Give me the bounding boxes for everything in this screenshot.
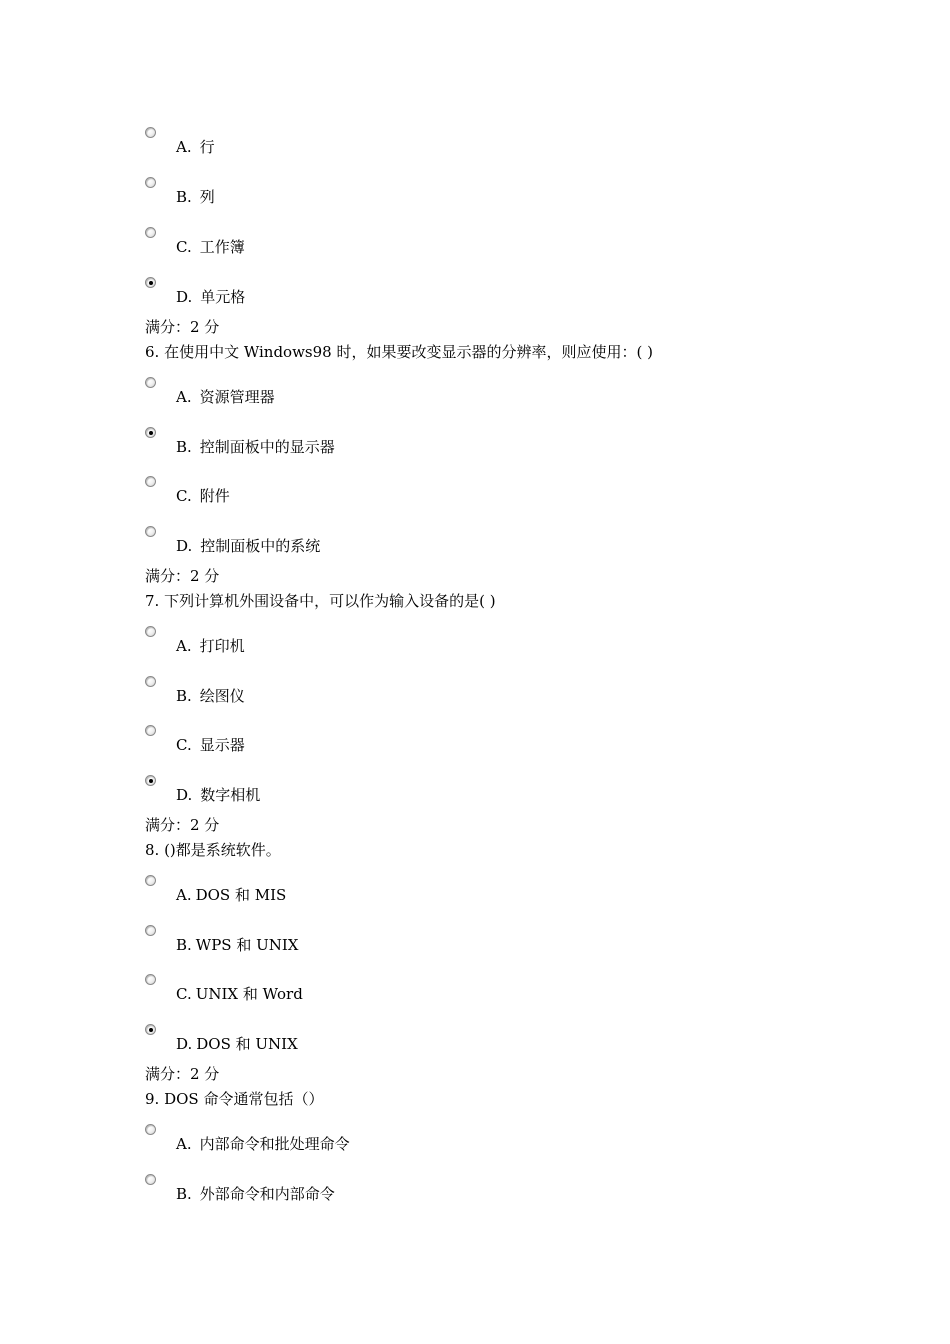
- q5-option-b: B. 列: [176, 188, 215, 206]
- q5-radio-c[interactable]: [145, 227, 156, 238]
- q8-score: 满分：2 分: [145, 1065, 220, 1083]
- q5-option-a: A. 行: [176, 138, 215, 156]
- q8-radio-a[interactable]: [145, 875, 156, 886]
- q6-option-b: B. 控制面板中的显示器: [176, 438, 335, 456]
- q5-score: 满分：2 分: [145, 318, 220, 336]
- q7-score: 满分：2 分: [145, 816, 220, 834]
- q8-option-b: B. WPS 和 UNIX: [176, 936, 299, 954]
- q6-question: 6. 在使用中文 Windows98 时，如果要改变显示器的分辨率，则应使用：( ): [145, 343, 653, 361]
- q7-question: 7. 下列计算机外围设备中，可以作为输入设备的是( ): [145, 592, 496, 610]
- q9-question: 9. DOS 命令通常包括（）: [145, 1090, 324, 1108]
- q9-option-a: A. 内部命令和批处理命令: [176, 1135, 350, 1153]
- q8-question: 8. ()都是系统软件。: [145, 841, 281, 859]
- q8-option-d: D. DOS 和 UNIX: [176, 1035, 298, 1053]
- q6-radio-b[interactable]: [145, 427, 156, 438]
- q5-option-c: C. 工作簿: [176, 238, 245, 256]
- q5-radio-b[interactable]: [145, 177, 156, 188]
- q6-score: 满分：2 分: [145, 567, 220, 585]
- q7-radio-b[interactable]: [145, 676, 156, 687]
- q7-option-c: C. 显示器: [176, 736, 245, 754]
- q5-radio-a[interactable]: [145, 127, 156, 138]
- q8-radio-d[interactable]: [145, 1024, 156, 1035]
- q9-radio-a[interactable]: [145, 1124, 156, 1135]
- q6-option-a: A. 资源管理器: [176, 388, 275, 406]
- q6-radio-d[interactable]: [145, 526, 156, 537]
- q7-option-b: B. 绘图仪: [176, 687, 245, 705]
- q8-option-c: C. UNIX 和 Word: [176, 985, 303, 1003]
- q5-radio-d[interactable]: [145, 277, 156, 288]
- q6-option-d: D. 控制面板中的系统: [176, 537, 321, 555]
- q7-radio-d[interactable]: [145, 775, 156, 786]
- q9-option-b: B. 外部命令和内部命令: [176, 1185, 335, 1203]
- q7-radio-a[interactable]: [145, 626, 156, 637]
- q8-option-a: A. DOS 和 MIS: [176, 886, 287, 904]
- q5-option-d: D. 单元格: [176, 288, 246, 306]
- q7-radio-c[interactable]: [145, 725, 156, 736]
- q9-radio-b[interactable]: [145, 1174, 156, 1185]
- q7-option-a: A. 打印机: [176, 637, 245, 655]
- q6-radio-c[interactable]: [145, 476, 156, 487]
- q8-radio-c[interactable]: [145, 974, 156, 985]
- q8-radio-b[interactable]: [145, 925, 156, 936]
- q6-radio-a[interactable]: [145, 377, 156, 388]
- q6-option-c: C. 附件: [176, 487, 230, 505]
- q7-option-d: D. 数字相机: [176, 786, 261, 804]
